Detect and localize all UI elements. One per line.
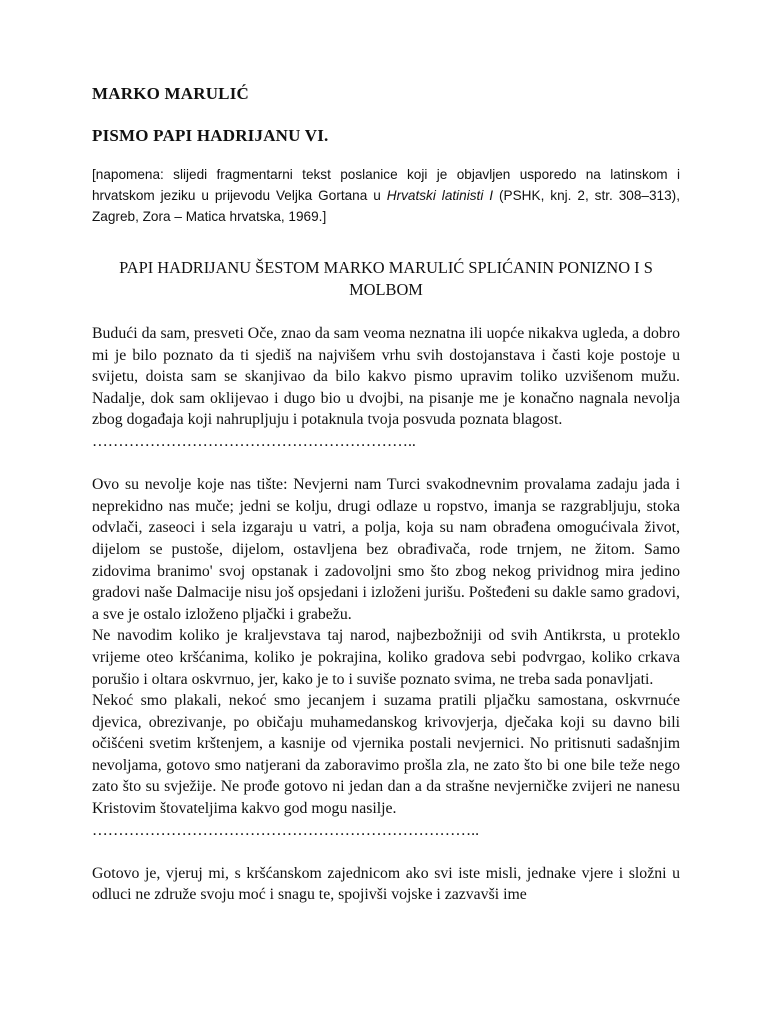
note-text-start: [napomena: slijedi fragmentarni tekst poslanice koji je objavljen usporedo na latinskom i hrvatskom jeziku u prijevodu Veljka Gortana u [92, 167, 680, 203]
omission-dots-1: …………………………………………………….. [92, 432, 416, 450]
letter-heading: PAPI HADRIJANU ŠESTOM MARKO MARULIĆ SPLIĆANIN PONIZNO I S MOLBOM [119, 258, 653, 299]
paragraph-5: Gotovo je, vjeruj mi, s kršćanskom zajednicom ako svi iste misli, jednake vjere i složni u odluci ne združe svoju moć i snagu te, spojivši vojske i zazvavši ime [92, 864, 680, 904]
paragraph-4: Nekoć smo plakali, nekoć smo jecanjem i suzama pratili pljačku samostana, oskvrnuće djevica, obrezivanje, po običaju muhamedanskog krivovjerja, dječaka koji su davno bili očišćeni svetim krštenjem, a kasnije od vjernika postali nevjernici. No pritisnuti sadašnjim nevoljama, gotovo smo natjerani da zaboravimo prošla zla, ne zato što bi one bile teže nego zato što su svježije. Ne prođe gotovo ni jedan dan a da strašne nevjerničke zvijeri ne nanesu Kristovim štovateljima kakvo god mogu nasilje. [92, 692, 680, 818]
note-book-title: Hrvatski latinisti I [386, 188, 494, 203]
editorial-note [92, 164, 680, 227]
paragraph-1: Budući da sam, presveti Oče, znao da sam veoma neznatna ili uopće nikakva ugleda, a dobro mi je bilo poznato da ti sjediš na najvišem vrhu svih dostojanstava i časti koje postoje u svijetu, doista sam se skanjivao da bilo kakvo pismo upravim toliko uzvišenom mužu. Nadalje, dok sam oklijevao i dugo bio u dvojbi, na pisanje me je konačno nagnala nevolja zbog događaja koji nahrupljuju i potaknula tvoja posvuda poznata blagost. [92, 325, 680, 429]
paragraph-2: Ovo su nevolje koje nas tište: Nevjerni nam Turci svakodnevnim provalama zadaju jada i neprekidno nas muče; jedni se kolju, drugi odlaze u ropstvo, imanja se razgrabljuju, stoka odvlači, zaseoci i sela izgaraju u vatri, a polja, koja su nam obrađena omogućivala život, dijelom se pustoše, dijelom, ostavljena bez obrađivača, rode trnjem, ne žitom. Samo zidovima branimo' svoj opstanak i zadovoljni smo što zbog nekog prividnog mira jedino gradovi naše Dalmacije nisu još opsjedani i izloženi jurišu. Pošteđeni su dakle samo gradovi, a sve je ostalo izloženo pljački i grabežu. [92, 476, 680, 623]
paragraph-gap [92, 453, 680, 475]
note-text-end: (PSHK, knj. 2, str. 308–313), Zagreb, Zora – Matica hrvatska, 1969.] [92, 188, 680, 224]
document-title: PISMO PAPI HADRIJANU VI. [92, 126, 329, 145]
paragraph-gap [92, 841, 680, 863]
author-name: MARKO MARULIĆ [92, 84, 250, 103]
omission-dots-2: ……………………………………………………………….. [92, 821, 480, 839]
paragraph-3: Ne navodim koliko je kraljevstava taj narod, najbezbožniji od svih Antikrsta, u proteklo vrijeme oteo kršćanima, koliko je pokrajina, koliko gradova sebi podvrgao, koliko crkava porušio i oltara oskvrnuo, jer, kako je to i suviše poznato svima, ne treba sada ponavljati. [92, 627, 680, 688]
